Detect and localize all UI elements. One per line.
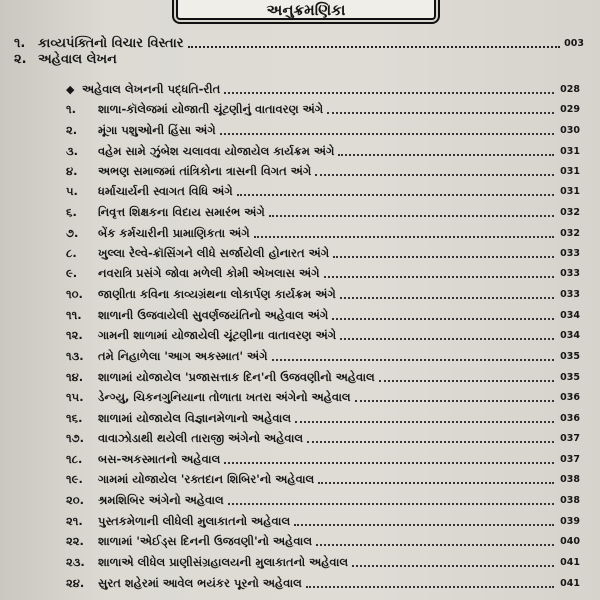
- dot-leader: [269, 208, 554, 217]
- entry-number: ૯.: [66, 265, 78, 280]
- entry-page: 037: [560, 453, 580, 465]
- dot-leader: [224, 455, 554, 464]
- index-title: અનુક્રમણિકા: [266, 1, 346, 19]
- entry-page: 040: [560, 535, 580, 547]
- toc-entry: [66, 532, 580, 550]
- toc-entry: [66, 450, 580, 468]
- section-page: 003: [564, 37, 584, 49]
- entry-number: ૨૪.: [66, 575, 85, 590]
- dot-leader: [324, 269, 554, 278]
- entry-title: શાળામાં 'એઈડ્સ દિનની ઉજવણી'નો અહેવાલ: [98, 533, 313, 548]
- dot-leader: [188, 38, 560, 48]
- entry-number: ૨૨.: [66, 533, 84, 548]
- entry-number: ૮.: [66, 245, 77, 260]
- toc-entry: [66, 244, 580, 262]
- dot-leader: [220, 126, 554, 135]
- toc-entry: [66, 182, 580, 200]
- entry-page: 029: [560, 103, 580, 115]
- dot-leader: [352, 558, 554, 567]
- dot-leader: [340, 331, 554, 340]
- entry-number: ૧.: [66, 101, 77, 116]
- entry-title: શાળાએ લીધેલ પ્રાણીસંગ્રહાલયની મુલાકાતનો અહેવાલ: [98, 554, 349, 569]
- entry-title: શાળામાં યોજાયેલ 'પ્રજાસત્તાક દિન'ની ઉજવણીનો અહેવાલ: [98, 369, 375, 384]
- entry-title: અહેવાલ લેખનની પદ્ધતિ-રીત: [82, 81, 221, 96]
- entry-page: 037: [560, 432, 580, 444]
- entry-page: 041: [560, 556, 580, 568]
- section-number: ૧.: [14, 35, 26, 51]
- entry-page: 038: [560, 494, 580, 506]
- entry-title: નિવૃત્ત શિક્ષકના વિદાય સમારંભ અંગે: [98, 204, 265, 219]
- entry-title: બસ-અકસ્માતનો અહેવાલ: [98, 451, 221, 466]
- entry-page: 035: [560, 350, 580, 362]
- toc-entry: [66, 306, 580, 324]
- entry-title: શાળાની ઉજવાયેલી સુવર્ણજયંતિનો અહેવાલ અંગે: [98, 307, 329, 322]
- toc-entry: [66, 326, 580, 344]
- dot-leader: [355, 393, 554, 402]
- entry-number: ૧૮.: [66, 451, 83, 466]
- entry-number: ૧૬.: [66, 410, 83, 425]
- entry-title: શ્રમશિબિર અંગેનો અહેવાલ: [98, 492, 224, 507]
- entry-number: ૨૩.: [66, 554, 85, 569]
- entry-title: વાવાઝોડાથી થયેલી તારાજી અંગેનો અહેવાલ: [98, 430, 304, 445]
- toc-entry: [66, 388, 580, 406]
- entry-title: તમે નિહાળેલા 'આગ અકસ્માત' અંગે: [98, 348, 268, 363]
- entry-number: ૨૧.: [66, 513, 83, 528]
- entry-title: જાણીતા કવિના કાવ્યગ્રંથના લોકાર્પણ કાર્યક્રમ અંગે: [98, 286, 336, 301]
- dot-leader: [254, 229, 554, 238]
- index-header: [176, 0, 436, 20]
- entry-number: ૧૦.: [66, 286, 83, 301]
- entry-title: ડેન્ગ્યુ, ચિકનગુનિયાના તોળાતા ખતરા અંગેનો અહેવાલ: [98, 389, 351, 404]
- toc-entry: [66, 368, 580, 386]
- entry-title: પુસ્તકમેળાની લીધેલી મુલાકાતનો અહેવાલ: [98, 513, 291, 528]
- entry-page: 035: [560, 371, 580, 383]
- entry-number: ૭.: [66, 225, 79, 240]
- entry-page: 032: [560, 227, 580, 239]
- dot-leader: [318, 475, 554, 484]
- entry-number: ૧૩.: [66, 348, 84, 363]
- entry-page: 033: [560, 247, 580, 259]
- bullet-icon: ◆: [66, 82, 75, 96]
- toc-entry: [66, 429, 580, 447]
- entry-page: 038: [560, 473, 580, 485]
- toc-entry: [66, 470, 580, 488]
- toc-entry: [66, 162, 580, 180]
- entry-title: ગામની શાળામાં યોજાયેલી ચૂંટણીના વાતાવરણ અંગે: [98, 327, 337, 342]
- dot-leader: [224, 85, 554, 94]
- entry-number: ૬.: [66, 204, 77, 219]
- toc-entry: [66, 491, 580, 509]
- entry-number: ૧૧.: [66, 307, 82, 322]
- dot-leader: [316, 537, 554, 546]
- toc-entry: [66, 224, 580, 242]
- entry-page: 031: [560, 165, 580, 177]
- entry-page: 028: [560, 83, 580, 95]
- entry-number: ૨.: [66, 122, 78, 137]
- entry-page: 041: [560, 577, 580, 589]
- dot-leader: [333, 249, 554, 258]
- toc-section: [14, 50, 584, 68]
- toc-entry: [66, 80, 580, 98]
- section-title: અહેવાલ લેખન: [38, 51, 117, 67]
- section-number: ૨.: [14, 51, 27, 67]
- toc-entry: [66, 285, 580, 303]
- entry-title: બેંક કર્મચારીની પ્રામાણિકતા અંગે: [98, 225, 250, 240]
- toc-entry: [66, 264, 580, 282]
- entry-title: શાળા-કૉલેજમાં યોજાતી ચૂંટણીનું વાતાવરણ અંગે: [98, 101, 324, 116]
- entry-title: સુરત શહેરમાં આવેલ ભયંકર પૂરનો અહેવાલ: [98, 575, 302, 590]
- entry-number: ૧૯.: [66, 471, 83, 486]
- toc-entry: [66, 409, 580, 427]
- entry-page: 032: [560, 206, 580, 218]
- entry-page: 034: [560, 329, 580, 341]
- dot-leader: [294, 517, 554, 526]
- toc-entry: [66, 553, 580, 571]
- entry-title: ધર્માચાર્યની સ્વાગત વિધિ અંગે: [98, 183, 233, 198]
- dot-leader: [307, 434, 554, 443]
- dot-leader: [338, 147, 554, 156]
- dot-leader: [228, 496, 554, 505]
- dot-leader: [327, 105, 554, 114]
- dot-leader: [332, 311, 554, 320]
- toc-entry: [66, 142, 580, 160]
- entry-number: ૫.: [66, 183, 78, 198]
- entry-number: ૧૫.: [66, 389, 84, 404]
- toc-entry: [66, 100, 580, 118]
- dot-leader: [315, 167, 554, 176]
- dot-leader: [295, 414, 554, 423]
- dot-leader: [379, 373, 554, 382]
- entry-page: 033: [560, 267, 580, 279]
- toc-entry: [66, 121, 580, 139]
- entry-number: ૧૭.: [66, 430, 84, 445]
- entry-number: ૨૦.: [66, 492, 85, 507]
- entry-page: 034: [560, 309, 580, 321]
- entry-page: 030: [560, 124, 580, 136]
- entry-number: ૪.: [66, 163, 78, 178]
- entry-title: ખુલ્લા રેલ્વે-ક્રૉસિંગને લીધે સર્જાયેલી હોનારત અંગે: [98, 245, 330, 260]
- entry-title: શાળામાં યોજાયેલ વિજ્ઞાનમેળાનો અહેવાલ: [98, 410, 292, 425]
- entry-title: ગામમાં યોજાયેલ 'રક્તદાન શિબિર'નો અહેવાલ: [98, 471, 315, 486]
- entry-page: 031: [560, 145, 580, 157]
- dot-leader: [272, 352, 555, 361]
- entry-page: 031: [560, 185, 580, 197]
- entry-title: અભણ સમાજમાં તાંત્રિકોના ત્રાસની વિગત અંગે: [98, 163, 312, 178]
- entry-page: 036: [560, 412, 580, 424]
- dot-leader: [237, 187, 554, 196]
- entry-number: ૧૨.: [66, 327, 83, 342]
- section-title: કાવ્યપંક્તિનો વિચાર વિસ્તાર: [38, 35, 184, 51]
- entry-page: 033: [560, 288, 580, 300]
- entry-title: વહેમ સામે ઝુંબેશ ચલાવવા યોજાયેલ કાર્યક્રમ અંગે: [98, 143, 335, 158]
- entry-number: ૩.: [66, 143, 79, 158]
- entry-title: નવરાત્રિ પ્રસંગે જોવા મળેલી કોમી એખલાસ અંગે: [98, 265, 320, 280]
- toc-entry: [66, 347, 580, 365]
- dot-leader: [306, 579, 554, 588]
- toc-entry: [66, 203, 580, 221]
- entry-page: 039: [560, 515, 580, 527]
- entry-title: મૂંગા પશુઓની હિંસા અંગે: [98, 122, 216, 137]
- entry-number: ૧૪.: [66, 369, 84, 384]
- toc-entry: [66, 512, 580, 530]
- dot-leader: [340, 290, 554, 299]
- entry-page: 036: [560, 391, 580, 403]
- toc-entry: [66, 574, 580, 592]
